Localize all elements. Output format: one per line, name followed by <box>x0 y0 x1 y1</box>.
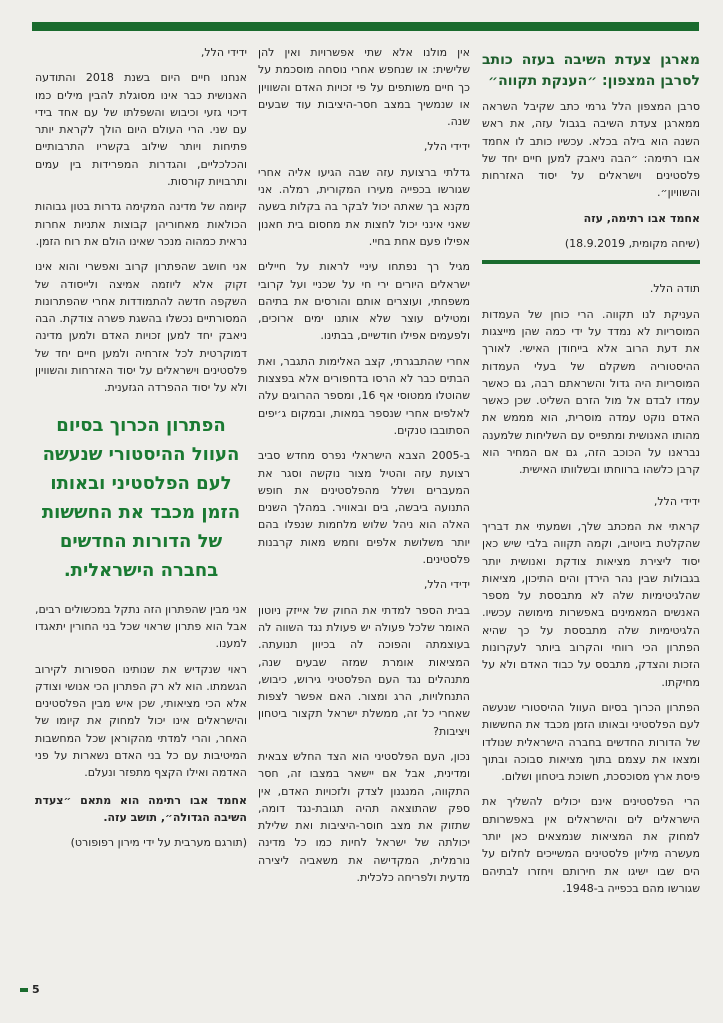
pull-quote: הפתרון הכרוך בסיום העוול ההיסטורי שנעשה לעם הפלסטיני ובאותו הזמן מכבד את החששות של הדורות החדשים בחברה הישראלית. <box>41 414 241 581</box>
greeting: ידידי הלל, <box>423 140 470 154</box>
body-paragraph: מגיל רך נפתחו עיניי לראות על חיילים ישראלים היורים ירי חי על שכניי ועל קרובי משפחתי, ועוצרים אותם והורסים את בתיהם ומטילים עוצר שלא אותנו ימים ארוכים, ולפעמים אפילו חודשיים, בבתינו. <box>258 260 470 343</box>
body-paragraph: אני חושב שהפתרון קרוב ואפשרי והוא אינו זקוק אלא ליוזמה אמיצה ולייסודה של השקפה חדשה להתמודדות אחרי שהפתרונות המסורתיים נכשלו בהשגת פשרה צודקת. הבה ניאבק יחד למען זכויות האדם ולמען מדינה דמוקרטית לכל אזרחיה ולמען חיים יחד של פלסטינים וישראלים על יסוד האזרחות והשוויון ולא על יסוד ההפרדה הגזענית. <box>35 260 247 395</box>
author-signature: אחמד אבו רתימה, עזה <box>583 211 700 225</box>
paragraph-list <box>258 44 470 130</box>
body-paragraph: ב-2005 הצבא הישראלי נפרס מחדש סביב רצועת עזה והטיל מצור נוקשה וסגר את המעברים ושלל מהפלסטינים את חופש התנועה ביבשה, בים ובאוויר. במהלך השנים האלה הוא ניהל שלוש מלחמות שנפלו בהם יותר משלושת אלפים וחמש מאות קרבנות פלסטינים. <box>258 449 470 567</box>
article-headline: מארגן צעדת השיבה בעזה כותב לסרבן המצפון: ״הענקת תקווה״ <box>482 52 700 89</box>
article-intro: סרבן המצפון הלל גרמי כתב שקיבל השראה ממארגן צעדת השיבה בגבול עזה, את ראש השנה הוא בילה בכלא. עכשיו כותב לו אחמד אבו רתימה: ״הבה ניאבק למען חיים יחד של פלסטינים וישראלים על יסוד האזרחות והשוויון״. <box>482 100 700 200</box>
translation-note: (תורגם מערבית על ידי מירון רפופורט) <box>70 836 247 850</box>
author-note: אחמד אבו רתימה הוא מתאם ״צעדת השיבה הגדולה״, תושב עזה. <box>35 793 247 824</box>
greeting: ידידי הלל, <box>423 578 470 592</box>
body-paragraph: אני מבין שהפתרון הזה נתקל במכשולים רבים, אבל הוא פתרון שראוי שכל בני החורין יתאגדו למענו. <box>35 602 247 651</box>
paragraph-list <box>482 518 700 897</box>
body-paragraph: ראוי שנקדיש את שנותינו הספורות לקירוב הגשמתו. הוא לא רק הפתרון הכי אנושי וצודק אלא הכי מציאותי, שכן איש מבין הפלסטינים והישראלים אינו יכול למחוק את קיומו של האחר, והרי למדתי מהקוראן שכל המחשבות המיטיבות עם כל בני האדם נשארות על פני האדמה ואילו הקצף מתפזר ונעלם. <box>35 662 247 780</box>
body-paragraph: העניקת לנו תקווה. הרי כוחן של העמדות המוסריות לא נמדד על ידי כמה שהן מייצגות את דעת הרוב אלא בייחודן האישי. לאורך ההיסטוריה משקלם של בעלי העמדות המוסריות היה גדול והשראתם רבה, גם כאשר עמדו לבדם אל מול הזרם השליט. שכן כאשר האדם נוקט עמדה מוסרית, הוא מממש את מהותו האנושית ומתפייס עם השליחות שלמענה נבראנו על הכוכב הזה, גם אם המחיר הוא קרבן כלשהו ברווחתו ובשלוותו האישית. <box>482 307 700 477</box>
signature-note: (שיחה מקומית, 18.9.2019) <box>564 237 700 251</box>
page-number-bar <box>20 988 28 992</box>
section-divider <box>482 260 700 264</box>
column-middle <box>258 44 470 894</box>
page-number-text: 5 <box>32 983 40 996</box>
body-paragraph: קראתי את המכתב שלך, ושמעתי את דבריך שהקלטת ביוטיוב, וקמה תקווה בלבי שיש כאן יסוד ליצירת מציאות צודקת ואנושית יותר בגבולות שבין נהר הירדן והים התיכון, מציאות שהלגיטימיות שלה לא מתבססת על מספר האנשים המאמינים באפשרות מימושה עכשיו. הלגיטימיות שלה מתבססת על כך שהיא הפתרון הכי רווחי והקרוב ביותר לעקרונות הזכות והצדק, מתבסס על כבוד האדם ולא על מחיקתו. <box>482 519 700 689</box>
body-paragraph: הרי הפלסטינים אינם יכולים להשליך את הישראלים לים והישראלים אין באפשרותם למחוק את המציאות שנמצאים כאן יותר מעשרה מיליון פלסטינים המשייכים לחלום על הים שבו ישיגו את חירותם ויחזרו לבתיהם שגורשו מהם בכפייה ב-1948. <box>482 795 700 895</box>
paragraph-list <box>35 601 247 782</box>
column-right <box>482 50 700 905</box>
paragraph-list <box>482 306 700 479</box>
page-number <box>20 983 40 996</box>
body-paragraph: אנחנו חיים היום בשנת 2018 והתודעה האנושית כבר אינו מסוגלת להבין מילים כמו דיכוי גזעי וכיבוש והשפלתו של עם אחד בידי עם שני. הרי העולם היום הולך לקראת יותר פתיחות ויותר שילוב בקשריו התרבותיים והכלכליים, והגדרות המפרידות בין עמים ותרבויות קורסות. <box>35 71 248 189</box>
body-paragraph: אחרי שהתבגרתי, קצב האלימות התגבר, ואת הבתים כבר לא הרסו בדחפורים אלא בפצצות שהוטלו ממטוסי אף 16, ומספר ההרוגים עלה לאלפים אחרי שנספר במאות, ובמקום ג׳יפים הסתובבו טנקים. <box>258 354 470 437</box>
body-paragraph: גדלתי ברצועת עזה שבה הגיעו אליה אחרי שגורשו בכפייה מעירו המקורית, רמלה. אני מקנא בך שאתה יכול לבקר בה בקלות בשעה שאני אינני יכול לחצות את מחסום בית חאנון אפילו פעם אחת בחיי. <box>258 165 470 248</box>
paragraph-list <box>258 164 470 569</box>
greeting: ידידי הלל, <box>200 46 247 59</box>
body-paragraph: נכון, העם הפלסטיני הוא הצד החלש צבאית ומדינית, אבל אם יישאר במצבו זה, חסר התקווה, המנגנון לצדק ולזכויות האדם, אין ספק שהתוצאה תהיה תגובת-נגד דומה, שתזוק את מצב חוסר-היציבות ואת שלילת יכולתה של ישראל לחיות כמו כל מדינה נורמלית, המקדישה את משאביה ליצירה מדעית ולפריחה כלכלית. <box>258 749 470 885</box>
paragraph-list <box>258 602 470 887</box>
column-left <box>35 44 247 860</box>
top-rule <box>32 22 699 31</box>
body-paragraph: אין מולנו אלא שתי אפשרויות ואין להן שלישית: או שנחפש אחרי נוסחה מוסכמת על כך חיים משותפים על פי זכויות האדם והשוויון או שנמשיך במצב חסר-היציבות עוד שבעים שנה. <box>258 46 470 129</box>
body-paragraph: קיומה של מדינה המקימה גדרות בטון גבוהות הכולאות מאחוריהן קבוצות אתניות אחרות נראית כמהוה מנכר שאינו הולם את רוח הזמן. <box>35 200 247 248</box>
greeting: תודה הלל. <box>649 282 700 296</box>
body-paragraph: בבית הספר למדתי את החוק של אייזק ניוטון האומר שלכל פעולה יש פעולת נגד השווה לה בעוצמתה והפוכה לה בכיוון תנועתה. המציאות אומרת שמזה שבעים שנה, מתנהלים נגד העם הפלסטיני גירוש, כיבוש, התנחלויות, הרג ומצור. האם אפשר לצפות שאחרי כל זה, ממשלת ישראל תקצור ביטחון ויציבות? <box>258 603 470 738</box>
greeting: ידידי הלל, <box>653 494 700 508</box>
paragraph-list <box>35 69 247 396</box>
body-paragraph: הפתרון הכרוך בסיום העוול ההיסטורי שנעשה לעם הפלסטיני ובאותו הזמן מכבד את החששות של הדורות החדשים בחברה הישראלית שנולדו ומצאו את עצמם בתוך מציאות סבוכה ובתוך פיסת ארץ מסוכסכת, חשוכת ביטחון ושלום. <box>482 700 700 784</box>
